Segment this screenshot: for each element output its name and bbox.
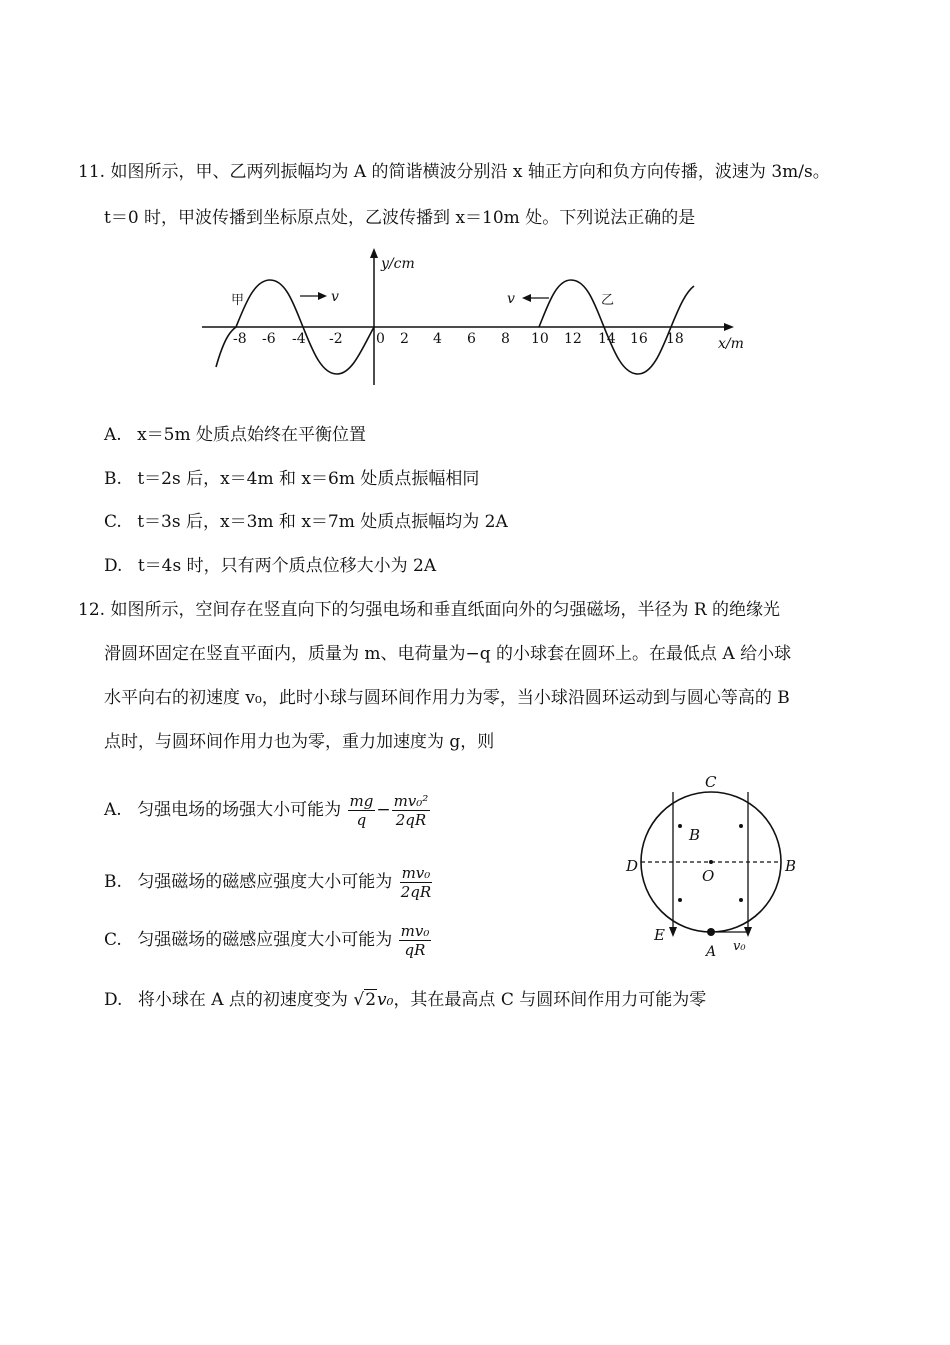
option-letter: B. (104, 872, 122, 892)
q12-option-a (104, 792, 431, 829)
wave-jia-label: 甲 (231, 293, 245, 308)
x-tick-labels (233, 331, 684, 347)
denominator: qR (404, 941, 426, 959)
tick-m8: -8 (233, 331, 247, 347)
q12-option-b (104, 864, 434, 901)
denominator: 2qR (400, 883, 432, 901)
numerator: mg (349, 792, 374, 810)
tick-10: 10 (531, 331, 549, 347)
q11-option-c (104, 510, 508, 534)
wave-figure (195, 240, 755, 390)
tick-8: 8 (501, 331, 510, 347)
tick-2: 2 (400, 331, 409, 347)
tick-12: 12 (564, 331, 582, 347)
tick-14: 14 (598, 331, 616, 347)
option-text: t＝3s 后，x＝3m 和 x＝7m 处质点振幅均为 2A (137, 512, 508, 532)
label-E: E (654, 926, 665, 944)
arrow-jia-head (318, 292, 327, 300)
tick-4: 4 (433, 331, 442, 347)
q12-line-4: 点时，与圆环间作用力也为零，重力加速度为 g，则 (104, 732, 495, 752)
option-text: 匀强磁场的磁感应强度大小可能为 (137, 872, 393, 892)
minus-sign: − (376, 800, 391, 820)
label-B-field: B (689, 826, 701, 844)
field-dot (739, 824, 743, 828)
q11-option-d (104, 554, 436, 578)
option-text: x＝5m 处质点始终在平衡位置 (137, 425, 367, 445)
option-letter: A. (104, 800, 122, 820)
y-axis-label: y/cm (381, 256, 415, 272)
tick-m4: -4 (292, 331, 306, 347)
ball (707, 928, 715, 936)
fraction-mv0sq-2qR (392, 792, 431, 829)
field-dot (739, 898, 743, 902)
y-axis-arrow (370, 248, 378, 258)
label-A: A (706, 944, 717, 960)
v-label-jia: v (331, 289, 339, 305)
option-text: 匀强磁场的磁感应强度大小可能为 (137, 930, 393, 950)
option-text-tail: ，其在最高点 C 与圆环间作用力可能为零 (393, 990, 707, 1010)
option-letter: B. (104, 469, 122, 489)
field-dot (678, 898, 682, 902)
option-text: t＝4s 时，只有两个质点位移大小为 2A (137, 556, 437, 576)
field-dot (709, 860, 713, 864)
radicand: 2 (365, 990, 377, 1010)
option-text: t＝2s 后，x＝4m 和 x＝6m 处质点振幅相同 (137, 469, 480, 489)
numerator: mv₀ (401, 864, 431, 882)
field-dot (678, 824, 682, 828)
option-letter: D. (104, 556, 123, 576)
tick-m6: -6 (262, 331, 276, 347)
option-letter: C. (104, 930, 122, 950)
label-B: B (785, 857, 797, 875)
label-D: D (626, 857, 639, 875)
denominator: 2qR (395, 811, 427, 829)
tick-0: 0 (376, 331, 385, 347)
label-O: O (702, 867, 715, 885)
fraction-mv0-qR (399, 922, 432, 959)
q11-option-b (104, 467, 479, 491)
wave-yi-label: 乙 (601, 293, 615, 308)
q11-line-1: 11. 如图所示，甲、乙两列振幅均为 A 的简谐横波分别沿 x 轴正方向和负方向传播，波速为 3m/s。 (78, 162, 830, 182)
tick-m2: -2 (329, 331, 343, 347)
x-axis-label: x/m (718, 336, 744, 352)
tick-16: 16 (630, 331, 648, 347)
tick-6: 6 (467, 331, 476, 347)
denominator: q (356, 811, 367, 829)
q12-line-3: 水平向右的初速度 v₀，此时小球与圆环间作用力为零，当小球沿圆环运动到与圆心等高的 B (104, 688, 790, 708)
option-letter: D. (104, 990, 123, 1010)
x-axis-arrow (724, 323, 734, 331)
numerator: mv₀ (400, 922, 430, 940)
numerator: mv₀² (393, 792, 429, 810)
tick-18: 18 (666, 331, 684, 347)
q12-line-1: 12. 如图所示，空间存在竖直向下的匀强电场和垂直纸面向外的匀强磁场，半径为 R 的绝缘光 (78, 600, 781, 620)
q11-line-2: t＝0 时，甲波传播到坐标原点处，乙波传播到 x＝10m 处。下列说法正确的是 (104, 208, 696, 228)
v-label-yi: v (507, 291, 515, 307)
q12-line-2: 滑圆环固定在竖直平面内，质量为 m、电荷量为−q 的小球套在圆环上。在最低点 A 给小球 (104, 644, 792, 664)
q12-option-d (104, 988, 706, 1012)
option-text: 匀强电场的场强大小可能为 (137, 800, 342, 820)
field-line-left-arrow (669, 927, 677, 937)
option-text: 将小球在 A 点的初速度变为 (137, 990, 354, 1010)
sqrt-two: √2 (353, 990, 377, 1010)
q11-option-a (104, 423, 366, 447)
arrow-yi-head (522, 294, 531, 302)
label-v0: v₀ (733, 939, 746, 954)
q12-option-c (104, 922, 432, 959)
fraction-mg-q (348, 792, 376, 829)
v0-symbol: v₀ (377, 990, 394, 1010)
label-C: C (705, 773, 717, 791)
option-letter: A. (104, 425, 122, 445)
ring-figure (620, 768, 810, 968)
fraction-mv0-2qR (399, 864, 433, 901)
option-letter: C. (104, 512, 122, 532)
